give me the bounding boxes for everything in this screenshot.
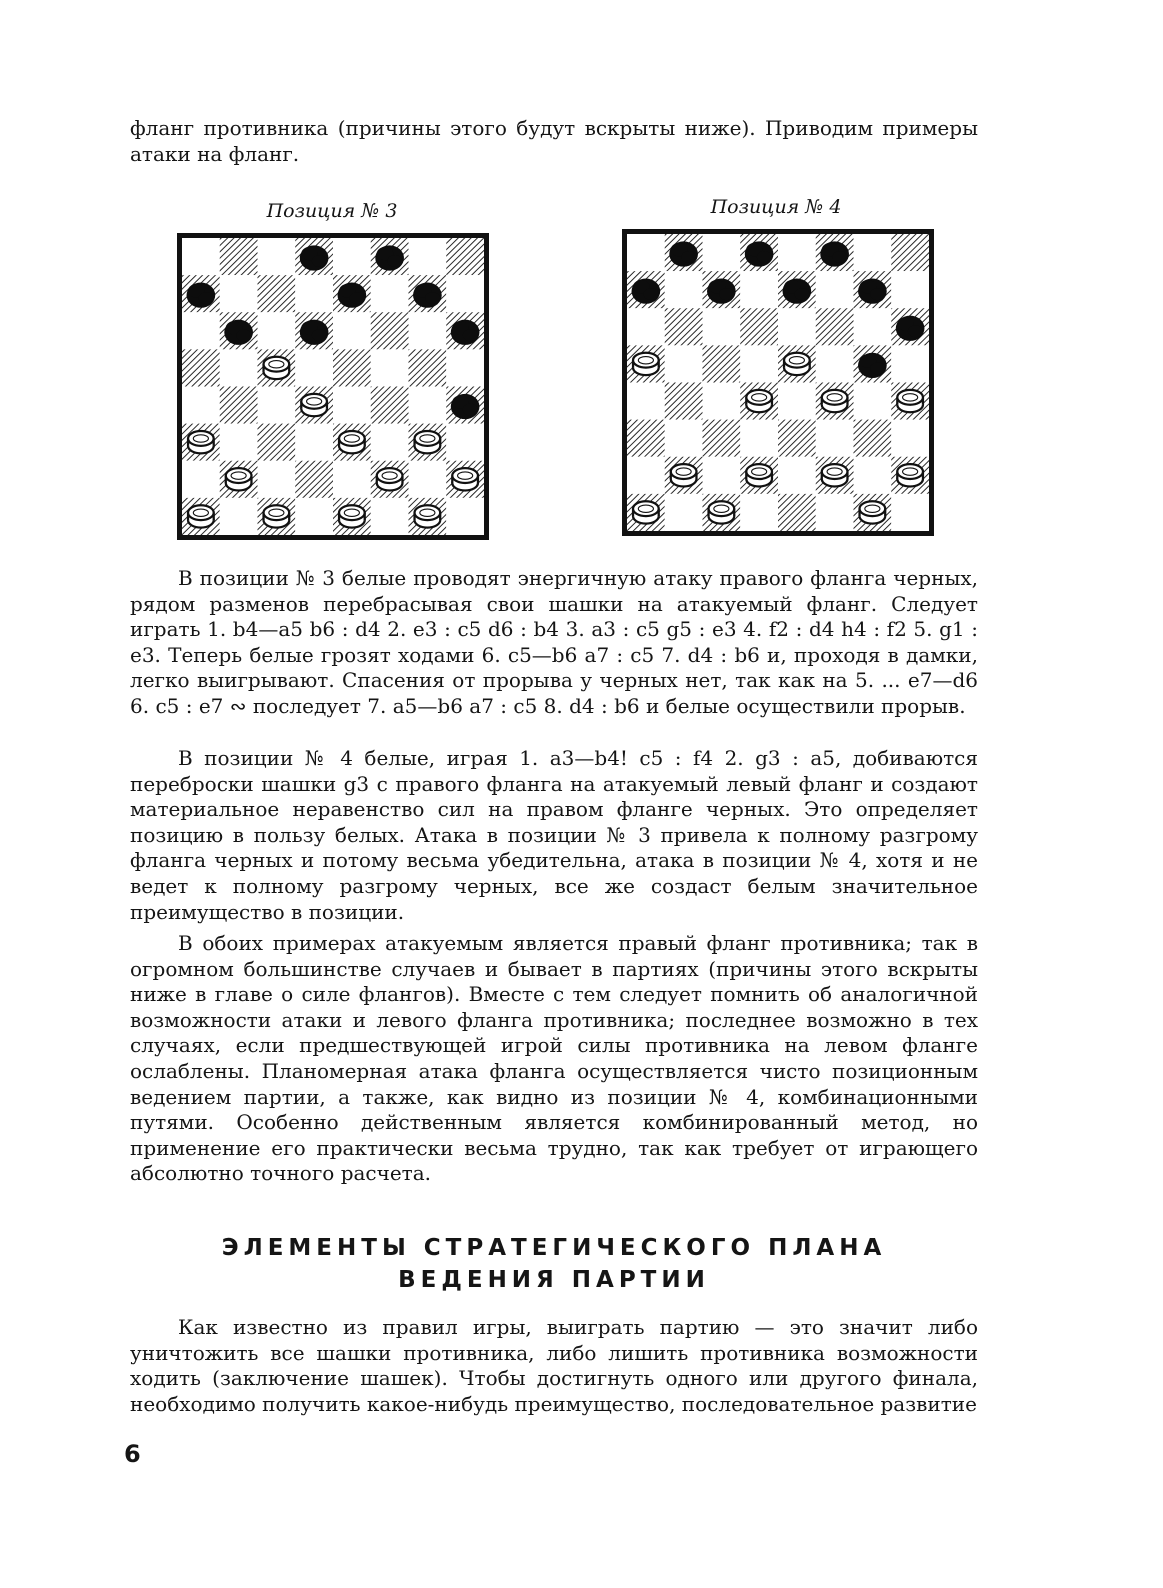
light-square (220, 498, 258, 535)
light-square (371, 498, 409, 535)
white-checker-d4 (301, 394, 327, 416)
light-square (665, 345, 703, 382)
light-square (258, 312, 296, 349)
light-square (182, 312, 220, 349)
paragraph-2-text: В позиции № 4 белые, играя 1. a3—b4! c5 : f4 2. g3 : a5, добиваются переброски шашки g3 с правого фланга на атакуемый левый фланг и создают материальное неравенство сил на правом фланге черных. Это определяет позицию в пользу белых. Атака в позиции № 3 привела к полному разгрому фланга черных и потому весьма убедительна, атака в позиции № 4, хотя и не ведет к полному разгрому черных, все же создаст белым значительное преимущество в позиции. (130, 746, 978, 924)
dark-square (627, 420, 665, 457)
light-square (220, 349, 258, 386)
light-square (816, 271, 854, 308)
light-square (740, 345, 778, 382)
light-square (409, 238, 447, 275)
white-checker-d4 (746, 390, 772, 412)
paragraph-1-text: В позиции № 3 белые проводят энергичную атаку правого фланга черных, рядом разменов перебрасывая свои шашки на атакуемый фланг. Следует играть 1. b4—a5 b6 : d4 2. e3 : c5 d6 : b4 3. a3 : c5 g5 : e3 4. f2 : d4 h4 : f2 5. g1 : e3. Теперь белые грозят ходами 6. c5—b6 a7 : c5 7. d4 : b6 и, проходя в дамки, легко выигрывают. Спасения от прорыва у черных нет, так как на 5. ... e7—d6 6. c5 : e7 ∾ последует 7. a5—b6 a7 : c5 8. d4 : b6 и белые осуществили прорыв. (130, 566, 978, 718)
white-checker-f2 (822, 464, 848, 486)
page-number: 6 (124, 1440, 141, 1468)
light-square (627, 234, 665, 271)
light-square (295, 275, 333, 312)
white-checker-c1 (709, 501, 735, 523)
white-checker-f4 (822, 390, 848, 412)
light-square (665, 494, 703, 531)
light-square (740, 271, 778, 308)
white-checker-g1 (860, 501, 886, 523)
board-svg (182, 238, 484, 535)
light-square (703, 308, 741, 345)
light-square (854, 457, 892, 494)
light-square (295, 498, 333, 535)
diagram-3-caption: Позиция № 3 (266, 200, 398, 222)
light-square (627, 308, 665, 345)
paragraph-3-text: В обоих примерах атакуемым является правый фланг противника; так в огромном большинстве случаев и бывает в партиях (причины этого вскрыты ниже в главе о силе флангов). Вместе с тем следует помнить об аналогичной возможности атаки и левого фланга противника; последнее возможно в тех случаях, если предшествующей игрой силы противника на левом фланге ослаблены. Планомерная атака фланга осуществляется чисто позиционным ведением партии, а также, как видно из позиции № 4, комбинационными путями. Особенно действенным является комбинированный метод, но применение его практически весьма трудно, так как требует от играющего абсолютно точного расчета. (130, 931, 978, 1186)
dark-square (371, 387, 409, 424)
top-paragraph: фланг противника (причины этого будут вскрыты ниже). Приводим примеры атаки на фланг. (130, 116, 978, 166)
black-checker-h6 (896, 316, 925, 341)
dark-square (258, 275, 296, 312)
light-square (816, 345, 854, 382)
black-checker-g7 (858, 279, 887, 304)
black-checker-e7 (783, 279, 812, 304)
white-checker-a1 (188, 505, 214, 527)
black-checker-d8 (300, 245, 329, 270)
diagram-4-caption: Позиция № 4 (710, 196, 842, 218)
white-checker-a1 (633, 501, 659, 523)
black-checker-d6 (300, 320, 329, 345)
black-checker-e7 (338, 283, 367, 308)
dark-square (854, 420, 892, 457)
light-square (258, 238, 296, 275)
white-checker-h2 (452, 468, 478, 490)
light-square (333, 238, 371, 275)
dark-square (740, 308, 778, 345)
light-square (371, 424, 409, 461)
checkers-board-position-3 (177, 233, 489, 540)
white-checker-g3 (415, 431, 441, 453)
dark-square (665, 383, 703, 420)
light-square (703, 457, 741, 494)
white-checker-a3 (188, 431, 214, 453)
light-square (627, 457, 665, 494)
white-checker-c5 (264, 357, 290, 379)
section-title-line-2: ВЕДЕНИЯ ПАРТИИ (398, 1267, 710, 1293)
light-square (665, 420, 703, 457)
white-checker-e3 (339, 431, 365, 453)
white-checker-b2 (671, 464, 697, 486)
dark-square (409, 349, 447, 386)
light-square (371, 349, 409, 386)
white-checker-g1 (415, 505, 441, 527)
light-square (446, 349, 484, 386)
dark-square (665, 308, 703, 345)
white-checker-d2 (746, 464, 772, 486)
light-square (891, 420, 929, 457)
light-square (446, 498, 484, 535)
black-checker-h4 (451, 394, 480, 419)
paragraph-2 (130, 746, 978, 925)
black-checker-a7 (632, 279, 661, 304)
light-square (891, 494, 929, 531)
light-square (778, 234, 816, 271)
white-checker-h2 (897, 464, 923, 486)
light-square (182, 238, 220, 275)
light-square (258, 461, 296, 498)
section-title-line-1: ЭЛЕМЕНТЫ СТРАТЕГИЧЕСКОГО ПЛАНА (221, 1235, 887, 1261)
dark-square (371, 312, 409, 349)
dark-square (220, 238, 258, 275)
checkers-board-position-4 (622, 229, 934, 536)
dark-square (703, 345, 741, 382)
light-square (891, 271, 929, 308)
black-checker-b6 (224, 320, 253, 345)
dark-square (703, 420, 741, 457)
dark-square (778, 420, 816, 457)
paragraph-3 (130, 931, 978, 1187)
black-checker-b8 (669, 241, 698, 266)
board-svg (627, 234, 929, 531)
dark-square (446, 238, 484, 275)
black-checker-c7 (707, 279, 736, 304)
black-checker-f8 (375, 245, 404, 270)
light-square (446, 424, 484, 461)
black-checker-a7 (187, 283, 216, 308)
white-checker-b2 (226, 468, 252, 490)
light-square (703, 234, 741, 271)
light-square (333, 461, 371, 498)
dark-square (333, 349, 371, 386)
white-checker-h4 (897, 390, 923, 412)
black-checker-f8 (820, 241, 849, 266)
light-square (854, 234, 892, 271)
black-checker-d8 (745, 241, 774, 266)
light-square (778, 383, 816, 420)
light-square (409, 461, 447, 498)
light-square (182, 387, 220, 424)
dark-square (778, 494, 816, 531)
dark-square (891, 234, 929, 271)
paragraph-1 (130, 566, 978, 720)
light-square (333, 312, 371, 349)
light-square (816, 494, 854, 531)
light-square (778, 308, 816, 345)
light-square (740, 420, 778, 457)
final-paragraph-text: Как известно из правил игры, выиграть партию — это значит либо уничтожить все шашки противника, либо лишить противника возможности ходить (заключение шашек). Чтобы достигнуть одного или другого финала, необходимо получить какое-нибудь преимущество, последовательное развитие (130, 1315, 978, 1416)
light-square (409, 312, 447, 349)
light-square (371, 275, 409, 312)
light-square (891, 345, 929, 382)
light-square (409, 387, 447, 424)
light-square (740, 494, 778, 531)
white-checker-f2 (377, 468, 403, 490)
black-checker-g5 (858, 353, 887, 378)
light-square (854, 308, 892, 345)
light-square (295, 349, 333, 386)
light-square (778, 457, 816, 494)
section-title (130, 1232, 978, 1296)
black-checker-h6 (451, 320, 480, 345)
dark-square (258, 424, 296, 461)
light-square (295, 424, 333, 461)
dark-square (220, 387, 258, 424)
white-checker-e5 (784, 353, 810, 375)
light-square (220, 275, 258, 312)
dark-square (295, 461, 333, 498)
white-checker-c1 (264, 505, 290, 527)
dark-square (182, 349, 220, 386)
light-square (182, 461, 220, 498)
light-square (220, 424, 258, 461)
light-square (816, 420, 854, 457)
light-square (258, 387, 296, 424)
light-square (665, 271, 703, 308)
dark-square (816, 308, 854, 345)
light-square (627, 383, 665, 420)
white-checker-a5 (633, 353, 659, 375)
light-square (854, 383, 892, 420)
light-square (333, 387, 371, 424)
light-square (703, 383, 741, 420)
final-paragraph (130, 1315, 978, 1417)
black-checker-g7 (413, 283, 442, 308)
light-square (446, 275, 484, 312)
white-checker-e1 (339, 505, 365, 527)
